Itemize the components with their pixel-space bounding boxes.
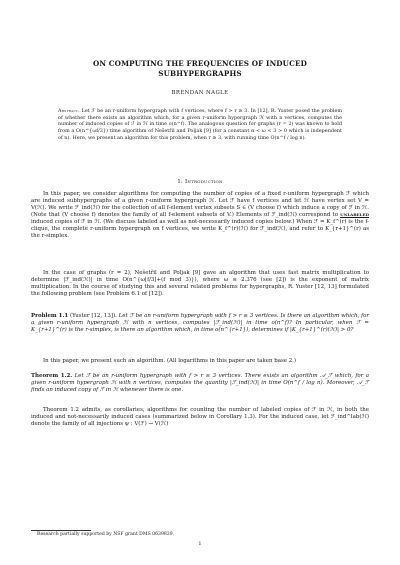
abstract-label: Abstract.: [58, 108, 80, 114]
author-name: BRENDAN NAGLE: [171, 90, 229, 96]
abstract-text: Let ℱ be an r-uniform hypergraph with f vertices, where f > r ≥ 3. In [12], R. Yuster posed the problem of whether there exists an algorithm which, for a given r-uniform hypergraph ℋ with n vertices, computes the number of induced copies of ℱ in ℋ in time o(n^f). The analogous question for graphs (r = 2) was known to hold from a O(n^{ωf/3}) time algorithm of Nešetřil and Poljak [9] (for a constant α < ω < 3 > 0 which is independent of n). Here, we present an algorithm for this problem, when r ≥ 3, with running time O(n^f / log n).: [58, 108, 342, 141]
paragraph-1-text: In this paper, we consider algorithms for computing the number of copies of a fixed r-uniform hypergraph ℱ which are induced subhypergraphs of a given r-uniform hypergraph ℋ. Let ℱ have f vertices and let ℋ have vertex set V = V(ℋ). We write ℱ_ind(ℋ) for the collection of all f-element vertex subsets S ∈ (V choose f) which induce a copy of ℱ in ℋ. (Note that (V choose f) denotes the family of all f-element subsets of V.) Elements of ℱ_ind(ℋ) correspond to: [31, 191, 369, 219]
section-heading: 1. Introduction: [177, 179, 223, 185]
paragraph-2: [31, 270, 369, 298]
paper-title: [40, 59, 360, 79]
paragraph-4-text: Theorem 1.2 admits, as corollaries, algorithms for counting the number of labeled copies of ℱ in ℋ, in both the induced and not-necessarily induced cases (summarized below in Corollary 1.3). For the induced case, let ℱ_ind^lab(ℋ) denote the family of all injections ψ : V(ℱ) → V(ℋ): [31, 407, 369, 428]
paragraph-3: [31, 358, 369, 365]
paragraph-4: [31, 407, 369, 428]
theorem-text: Let ℱ be an r-uniform hypergraph with f > r ≥ 3 vertices. There exists an algorithm 𝒜_ℱ which, for a given r-uniform hypergraph ℋ with n vertices, computes the quantity |ℱ_ind(ℋ)| in time O(n^f / log n). Moreover, 𝒜_ℱ finds an induced copy of ℱ in ℋ whenever there is one.: [31, 373, 369, 394]
problem-1-1: [31, 313, 369, 334]
title-line-1: ON COMPUTING THE FREQUENCIES OF INDUCED: [93, 59, 307, 68]
paragraph-2-text: In the case of graphs (r = 2), Nešetřil and Poljak [9] gave an algorithm that uses fast matrix multiplication to determine |ℱ_ind(ℋ)| in time O(n^{ω⌊f/3⌋+(f mod 3)}), where ω ≤ 2.376 (see [2]) is the exponent of matrix multiplication. In the course of studying this and several related problems for hypergraphs, R. Yuster [12, 13] formulated the following problem (see Problem 6.1 of [12]).: [31, 270, 369, 298]
paragraph-3-text: In this paper, we present such an algorithm. (All logarithms in this paper are taken base 2.): [43, 358, 297, 364]
paragraph-1-end: induced copies of ℱ in ℋ. (We discuss labeled as well as not-necessarily induced copies below.) When ℱ = K_f^(r) is the f-clique, the complete r-uniform hypergraph on f vertices, we write K_f^(r)(ℋ) for ℱ_ind(ℋ), and refer to K_{r+1}^(r) as the r-simplex.: [31, 219, 369, 240]
footnote-rule: [31, 530, 91, 531]
problem-text: Let ℱ be an r-uniform hypergraph with f > r ≥ 3 vertices. Is there an algorithm which, for a given r-uniform hypergraph ℋ with n vertices, computes |ℱ_ind(ℋ)| in time o(n^f)? In particular, when ℱ = K_{r+1}^(r) is the r-simplex, is there an algorithm which, in time o(n^{r+1}), determines if |K_{r+1}^(r)(ℋ)| > 0?: [31, 313, 370, 334]
footnote: Research partially supported by NSF grant DMS 0639839.: [37, 532, 175, 537]
theorem-label: Theorem 1.2.: [31, 373, 73, 379]
title-line-2: SUBHYPERGRAPHS: [158, 69, 242, 78]
theorem-1-2: [31, 373, 369, 394]
problem-label: Problem 1.1: [31, 313, 69, 319]
problem-citation: (Yuster [12, 13]).: [69, 313, 117, 319]
paragraph-1: [31, 191, 369, 240]
abstract: [58, 108, 342, 141]
unlabeled-emphasis: unlabeled: [340, 212, 369, 219]
page-number: 1: [198, 541, 202, 547]
